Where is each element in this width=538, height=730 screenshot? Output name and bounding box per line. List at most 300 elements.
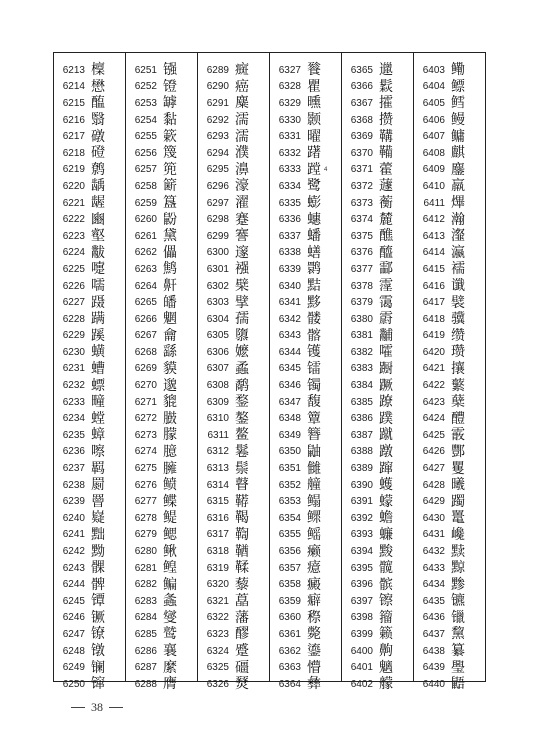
character: 癍 bbox=[235, 62, 249, 79]
character: 蘩 bbox=[451, 377, 465, 394]
char-code: 6258 bbox=[134, 180, 157, 192]
character: 蟾 bbox=[379, 510, 393, 527]
table-row bbox=[54, 128, 125, 145]
char-code: 6376 bbox=[350, 247, 373, 259]
character: 鞯 bbox=[235, 493, 249, 510]
table-row bbox=[414, 79, 485, 96]
table-row bbox=[198, 261, 269, 278]
character: 曦 bbox=[451, 477, 465, 494]
table-row bbox=[126, 576, 197, 593]
char-code: 6228 bbox=[62, 313, 85, 325]
char-code: 6267 bbox=[134, 330, 157, 342]
character: 鬈 bbox=[235, 443, 249, 460]
character: 霪 bbox=[379, 278, 393, 295]
table-row bbox=[342, 278, 413, 295]
character: 蟛 bbox=[307, 195, 321, 212]
table-row bbox=[342, 344, 413, 361]
char-code: 6382 bbox=[350, 346, 373, 358]
char-code: 6331 bbox=[278, 131, 301, 143]
character: 龋 bbox=[91, 178, 105, 195]
table-row bbox=[342, 576, 413, 593]
table-row bbox=[414, 493, 485, 510]
character: 懵 bbox=[307, 659, 321, 676]
table-row bbox=[198, 211, 269, 228]
char-code: 6299 bbox=[206, 230, 229, 242]
table-row bbox=[414, 344, 485, 361]
character: 曛 bbox=[307, 95, 321, 112]
character: 膺 bbox=[163, 676, 177, 693]
table-row bbox=[342, 444, 413, 461]
char-code: 6303 bbox=[206, 297, 229, 309]
char-code: 6321 bbox=[206, 595, 229, 607]
table-row bbox=[198, 410, 269, 427]
character: 穄 bbox=[307, 609, 321, 626]
character: 羁 bbox=[91, 460, 105, 477]
char-code: 6369 bbox=[350, 131, 373, 143]
table-row bbox=[126, 493, 197, 510]
table-row bbox=[198, 311, 269, 328]
character: 藿 bbox=[379, 161, 393, 178]
char-code: 6405 bbox=[422, 97, 445, 109]
char-code: 6241 bbox=[62, 529, 85, 541]
table-row bbox=[126, 643, 197, 660]
table-row bbox=[270, 162, 341, 179]
character: 黼 bbox=[379, 327, 393, 344]
character: 螽 bbox=[163, 593, 177, 610]
table-row bbox=[126, 95, 197, 112]
char-code: 6311 bbox=[207, 429, 229, 441]
table-row bbox=[414, 410, 485, 427]
char-code: 6414 bbox=[422, 247, 445, 259]
character: 鹮 bbox=[307, 261, 321, 278]
table-row bbox=[126, 543, 197, 560]
table-row bbox=[270, 560, 341, 577]
char-code: 6391 bbox=[350, 496, 373, 508]
char-code: 6290 bbox=[206, 81, 229, 93]
char-code: 6231 bbox=[62, 363, 85, 375]
table-column bbox=[126, 53, 198, 693]
table-row bbox=[342, 245, 413, 262]
table-row bbox=[342, 261, 413, 278]
char-code: 6365 bbox=[350, 64, 373, 76]
char-code: 6240 bbox=[62, 512, 85, 524]
char-code: 6328 bbox=[278, 81, 301, 93]
character: 魑 bbox=[379, 659, 393, 676]
character: 纂 bbox=[451, 643, 465, 660]
table-row bbox=[198, 178, 269, 195]
table-row bbox=[414, 576, 485, 593]
table-row bbox=[270, 460, 341, 477]
character: 鲼 bbox=[163, 477, 177, 494]
char-code: 6352 bbox=[278, 479, 301, 491]
char-code: 6363 bbox=[278, 662, 301, 674]
table-row bbox=[270, 377, 341, 394]
character: 檗 bbox=[235, 278, 249, 295]
character: 躇 bbox=[307, 145, 321, 162]
character: 霰 bbox=[451, 427, 465, 444]
char-code: 6325 bbox=[206, 662, 229, 674]
character: 黝 bbox=[91, 543, 105, 560]
table-row bbox=[414, 245, 485, 262]
char-code: 6392 bbox=[350, 512, 373, 524]
char-code: 6345 bbox=[278, 363, 301, 375]
char-code: 6324 bbox=[206, 645, 229, 657]
table-row bbox=[54, 576, 125, 593]
table-row bbox=[414, 560, 485, 577]
character: 巉 bbox=[451, 526, 465, 543]
page-footer bbox=[71, 700, 123, 715]
table-row bbox=[54, 162, 125, 179]
table-column bbox=[198, 53, 270, 693]
char-code: 6274 bbox=[134, 446, 157, 458]
table-row bbox=[198, 560, 269, 577]
char-code: 6238 bbox=[62, 479, 85, 491]
character: 馥 bbox=[307, 394, 321, 411]
char-code: 6298 bbox=[206, 214, 229, 226]
character: 镫 bbox=[163, 78, 177, 95]
char-code: 6255 bbox=[134, 131, 157, 143]
char-code: 6370 bbox=[350, 147, 373, 159]
table-row bbox=[126, 294, 197, 311]
char-code: 6288 bbox=[134, 678, 157, 690]
char-code: 6229 bbox=[62, 330, 85, 342]
character: 镲 bbox=[379, 593, 393, 610]
character: 攒 bbox=[379, 112, 393, 129]
table-row bbox=[414, 95, 485, 112]
table-row bbox=[270, 659, 341, 676]
character: 醪 bbox=[235, 626, 249, 643]
character: 蟥 bbox=[91, 344, 105, 361]
char-code: 6253 bbox=[134, 97, 157, 109]
character: 蟑 bbox=[91, 427, 105, 444]
table-row bbox=[342, 211, 413, 228]
table-row bbox=[342, 527, 413, 544]
character: 黩 bbox=[451, 543, 465, 560]
character: 鳎 bbox=[307, 493, 321, 510]
char-code: 6422 bbox=[422, 380, 445, 392]
character: 蹶 bbox=[379, 377, 393, 394]
table-row bbox=[54, 361, 125, 378]
char-code: 6323 bbox=[206, 628, 229, 640]
char-code: 6319 bbox=[206, 562, 229, 574]
char-code: 6239 bbox=[62, 496, 85, 508]
char-code: 6359 bbox=[278, 595, 301, 607]
char-code: 6438 bbox=[422, 645, 445, 657]
table-row bbox=[342, 361, 413, 378]
character: 鼍 bbox=[451, 510, 465, 527]
table-row bbox=[414, 510, 485, 527]
character: 鹫 bbox=[163, 626, 177, 643]
char-code: 6294 bbox=[206, 147, 229, 159]
character: 彝 bbox=[307, 676, 321, 693]
char-code: 6249 bbox=[62, 662, 85, 674]
table-row bbox=[198, 576, 269, 593]
char-code: 6265 bbox=[134, 297, 157, 309]
table-row bbox=[198, 510, 269, 527]
char-code: 6366 bbox=[350, 81, 373, 93]
table-row bbox=[126, 410, 197, 427]
char-code: 6322 bbox=[206, 612, 229, 624]
character: 濡 bbox=[235, 128, 249, 145]
table-row bbox=[414, 294, 485, 311]
character: 嚓 bbox=[91, 443, 105, 460]
char-code: 6316 bbox=[206, 512, 229, 524]
character: 臆 bbox=[163, 443, 177, 460]
table-row bbox=[414, 527, 485, 544]
char-code: 6266 bbox=[134, 313, 157, 325]
char-code: 6372 bbox=[350, 180, 373, 192]
table-row bbox=[126, 195, 197, 212]
character: 斃 bbox=[307, 626, 321, 643]
character: 鼾 bbox=[163, 278, 177, 295]
table-row bbox=[414, 444, 485, 461]
character: 黛 bbox=[163, 228, 177, 245]
char-code: 6293 bbox=[206, 131, 229, 143]
table-row bbox=[270, 294, 341, 311]
char-code: 6436 bbox=[422, 612, 445, 624]
footer-dash-left bbox=[71, 707, 85, 708]
table-row bbox=[54, 510, 125, 527]
table-row bbox=[126, 344, 197, 361]
table-row bbox=[342, 95, 413, 112]
character: 鏊 bbox=[235, 410, 249, 427]
character: 霭 bbox=[379, 294, 393, 311]
char-code: 6360 bbox=[278, 612, 301, 624]
char-code: 6431 bbox=[422, 529, 445, 541]
character: 豳 bbox=[91, 211, 105, 228]
character: 醴 bbox=[451, 410, 465, 427]
char-code: 6304 bbox=[206, 313, 229, 325]
character: 鳙 bbox=[451, 128, 465, 145]
char-code: 6357 bbox=[278, 562, 301, 574]
table-row bbox=[414, 543, 485, 560]
character: 謇 bbox=[235, 228, 249, 245]
character: 鹬 bbox=[235, 377, 249, 394]
table-row bbox=[414, 610, 485, 627]
char-code: 6256 bbox=[134, 147, 157, 159]
character: 貔 bbox=[163, 394, 177, 411]
character: 雠 bbox=[307, 460, 321, 477]
table-row bbox=[54, 178, 125, 195]
character: 鲽 bbox=[163, 493, 177, 510]
character: 鼢 bbox=[163, 211, 177, 228]
table-row bbox=[414, 162, 485, 179]
footer-dash-right bbox=[109, 707, 123, 708]
char-code: 6394 bbox=[350, 546, 373, 558]
char-code: 6427 bbox=[422, 463, 445, 475]
char-code: 6354 bbox=[278, 512, 301, 524]
table-row bbox=[126, 311, 197, 328]
character: 隳 bbox=[235, 327, 249, 344]
character: 簋 bbox=[163, 195, 177, 212]
char-code: 6254 bbox=[134, 114, 157, 126]
character: 酆 bbox=[451, 443, 465, 460]
char-code: 6259 bbox=[134, 197, 157, 209]
char-code: 6404 bbox=[422, 81, 445, 93]
char-code: 6407 bbox=[422, 131, 445, 143]
character: 壑 bbox=[91, 228, 105, 245]
char-code: 6351 bbox=[278, 463, 301, 475]
table-row bbox=[126, 162, 197, 179]
char-code: 6233 bbox=[62, 396, 85, 408]
table-row bbox=[54, 659, 125, 676]
character: 魍 bbox=[163, 311, 177, 328]
character: 镩 bbox=[91, 676, 105, 693]
char-code: 6276 bbox=[134, 479, 157, 491]
character: 瞿 bbox=[307, 78, 321, 95]
table-row bbox=[342, 178, 413, 195]
char-code: 6432 bbox=[422, 546, 445, 558]
table-row bbox=[126, 610, 197, 627]
char-code: 6224 bbox=[62, 247, 85, 259]
table-row bbox=[126, 460, 197, 477]
char-code: 6297 bbox=[206, 197, 229, 209]
char-code: 6395 bbox=[350, 562, 373, 574]
character: 曜 bbox=[307, 128, 321, 145]
table-row bbox=[414, 145, 485, 162]
table-row bbox=[342, 79, 413, 96]
character: 癌 bbox=[235, 78, 249, 95]
table-row bbox=[270, 261, 341, 278]
char-code: 6242 bbox=[62, 546, 85, 558]
char-code: 6425 bbox=[422, 429, 445, 441]
char-code: 6283 bbox=[134, 595, 157, 607]
char-code: 6409 bbox=[422, 164, 445, 176]
character: 蹒 bbox=[91, 311, 105, 328]
char-code: 6280 bbox=[134, 546, 157, 558]
table-row bbox=[414, 427, 485, 444]
character: 髋 bbox=[379, 560, 393, 577]
character: 蠓 bbox=[379, 493, 393, 510]
character: 疃 bbox=[91, 394, 105, 411]
character: 翳 bbox=[91, 112, 105, 129]
character: 龠 bbox=[163, 327, 177, 344]
character: 簌 bbox=[163, 128, 177, 145]
character: 蹴 bbox=[379, 427, 393, 444]
character: 濯 bbox=[235, 195, 249, 212]
table-row bbox=[342, 659, 413, 676]
char-code: 6310 bbox=[206, 413, 229, 425]
character: 镪 bbox=[163, 62, 177, 79]
table-row bbox=[342, 427, 413, 444]
character: 髅 bbox=[307, 311, 321, 328]
char-code: 6264 bbox=[134, 280, 157, 292]
table-row bbox=[126, 659, 197, 676]
character: 鼯 bbox=[451, 676, 465, 693]
char-code: 6339 bbox=[278, 263, 301, 275]
char-code: 6314 bbox=[206, 479, 229, 491]
char-code: 6346 bbox=[278, 380, 301, 392]
table-row bbox=[126, 278, 197, 295]
char-code: 6368 bbox=[350, 114, 373, 126]
table-row bbox=[270, 145, 341, 162]
char-code: 6248 bbox=[62, 645, 85, 657]
character: 癞 bbox=[307, 543, 321, 560]
table-row bbox=[54, 676, 125, 693]
character: 酃 bbox=[379, 261, 393, 278]
character: 镳 bbox=[451, 593, 465, 610]
character: 邋 bbox=[379, 62, 393, 79]
character: 鞲 bbox=[379, 128, 393, 145]
char-code: 6271 bbox=[134, 396, 157, 408]
character: 鳌 bbox=[235, 427, 249, 444]
table-row bbox=[198, 659, 269, 676]
table-row bbox=[54, 493, 125, 510]
table-row bbox=[414, 211, 485, 228]
character: 黢 bbox=[379, 543, 393, 560]
table-row bbox=[198, 626, 269, 643]
table-row bbox=[54, 543, 125, 560]
table-row bbox=[198, 195, 269, 212]
table-row bbox=[54, 328, 125, 345]
table-row bbox=[342, 593, 413, 610]
char-code: 6222 bbox=[62, 214, 85, 226]
character: 蘅 bbox=[379, 195, 393, 212]
character: 蘖 bbox=[451, 394, 465, 411]
char-code: 6230 bbox=[62, 346, 85, 358]
character: 瀣 bbox=[451, 228, 465, 245]
character: 蹰 bbox=[379, 360, 393, 377]
character: 瀛 bbox=[451, 244, 465, 261]
table-row bbox=[414, 676, 485, 693]
table-row bbox=[198, 128, 269, 145]
character: 镯 bbox=[307, 377, 321, 394]
table-row bbox=[126, 145, 197, 162]
character: 皤 bbox=[163, 294, 177, 311]
char-code: 6390 bbox=[350, 479, 373, 491]
character: 镭 bbox=[307, 360, 321, 377]
character: 罅 bbox=[163, 95, 177, 112]
table-row bbox=[342, 112, 413, 129]
table-row bbox=[414, 659, 485, 676]
char-code: 6235 bbox=[62, 429, 85, 441]
char-code: 6250 bbox=[62, 678, 85, 690]
character: 璺 bbox=[451, 659, 465, 676]
character: 谶 bbox=[451, 278, 465, 295]
character: 骥 bbox=[451, 311, 465, 328]
char-code: 6216 bbox=[62, 114, 85, 126]
char-code: 6215 bbox=[62, 97, 85, 109]
character: 攉 bbox=[379, 95, 393, 112]
character: 镴 bbox=[451, 609, 465, 626]
character: 艟 bbox=[307, 477, 321, 494]
char-code: 6219 bbox=[62, 164, 85, 176]
char-code: 6257 bbox=[134, 164, 157, 176]
char-code: 6396 bbox=[350, 579, 373, 591]
table-row bbox=[126, 593, 197, 610]
character: 鞣 bbox=[235, 560, 249, 577]
char-code: 6434 bbox=[422, 579, 445, 591]
table-row bbox=[270, 128, 341, 145]
table-row bbox=[342, 676, 413, 693]
character: 羸 bbox=[451, 178, 465, 195]
char-code: 6270 bbox=[134, 380, 157, 392]
character: 濞 bbox=[235, 161, 249, 178]
character: 鍪 bbox=[235, 394, 249, 411]
character: 鹭 bbox=[307, 178, 321, 195]
character: 擘 bbox=[235, 294, 249, 311]
table-row bbox=[198, 543, 269, 560]
table-row bbox=[342, 195, 413, 212]
character: 麓 bbox=[379, 211, 393, 228]
character: 髌 bbox=[379, 576, 393, 593]
character: 癔 bbox=[307, 560, 321, 577]
character: 繇 bbox=[163, 344, 177, 361]
char-code: 6380 bbox=[350, 313, 373, 325]
table-row bbox=[270, 676, 341, 693]
character: 嚏 bbox=[91, 261, 105, 278]
table-row bbox=[54, 112, 125, 129]
